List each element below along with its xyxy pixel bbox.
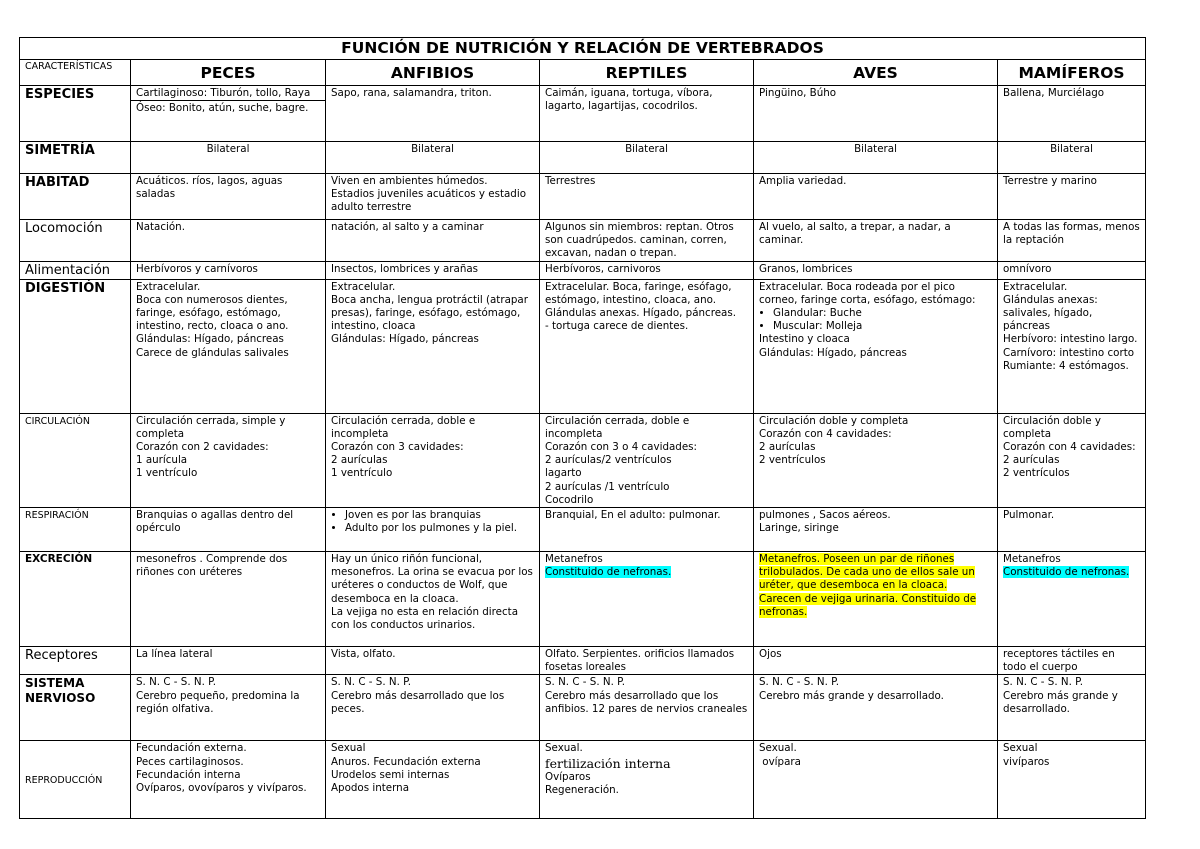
cell-line: S. N. C - S. N. P. [136,676,216,689]
cell-line: lagarto [545,467,582,480]
cell-line: pulmones , Sacos aéreos. [759,509,891,522]
cell-line: Laringe, siringe [759,522,839,535]
cell-mamiferos [998,279,1146,413]
column-header-aves: AVES [754,60,998,86]
row-label-locomocion: Locomoción [20,220,131,262]
cell-peces [131,741,326,819]
cell-mamiferos [998,675,1146,741]
cell-line: Extracelular. Boca rodeada por el pico corneo, faringe corta, esófago, estómago: [759,280,976,306]
row-label-excrecion: EXCRECIÓN [20,552,131,647]
cell-line: Fecundación interna [136,768,241,781]
table-row [20,647,1146,675]
cell-anfibios: Insectos, lombrices y arañas [326,261,540,279]
cell-line: Ovíparos, ovovíparos y vivíparos. [136,782,307,795]
list-item: • Adulto por los pulmones y la piel. [345,522,534,535]
row-label-habitat: HABITAD [20,174,131,220]
table-row [20,86,1146,142]
table-row [20,279,1146,413]
row-label-especies: ESPECIES [20,86,131,142]
characteristics-header: CARACTERÍSTICAS [20,60,131,86]
row-label-respiracion: RESPIRACIÓN [20,508,131,552]
cell-line: 2 aurículas [1003,454,1060,467]
cell-aves [754,675,998,741]
cell-line: Glándulas anexas: salivales, hígado, páncreas [1003,293,1098,333]
row-label-digestion: DIGESTIÓN [20,279,131,413]
cell-line: Circulación doble y completa [759,414,909,427]
cell-aves: Granos, lombrices [754,261,998,279]
cell-line: Carnívoro: intestino corto [1003,346,1135,359]
cell-aves: Pingüino, Búho [754,86,998,142]
cell-line: 2 ventrículos [759,454,826,467]
cell-line: Anuros. Fecundación externa [331,755,481,768]
cell-mamiferos [998,552,1146,647]
cell-line: Fecundación externa. [136,742,247,755]
cell-reptiles: Bilateral [540,142,754,174]
cell-line: Extracelular. Boca, faringe, esófago, estómago, intestino, cloaca, ano. Glándulas anexas. Hígado, páncreas. [545,280,737,320]
cell-line: 2 aurículas [759,441,816,454]
cell-mamiferos: receptores táctiles en todo el cuerpo [998,647,1146,675]
cell-anfibios: Bilateral [326,142,540,174]
cell-line: Circulación cerrada, doble e incompleta [545,414,690,440]
cell-mamiferos [998,413,1146,507]
cell-line: S. N. C - S. N. P. [331,676,411,689]
cell-mamiferos: omnívoro [998,261,1146,279]
cell-line: Rumiante: 4 estómagos. [1003,359,1129,372]
cell-aves: Amplia variedad. [754,174,998,220]
cell-line: Herbívoro: intestino largo. [1003,333,1138,346]
column-header-peces: PECES [131,60,326,86]
highlighted-text: Metanefros. Poseen un par de riñones trilobulados. De cada uno de ellos sale un uréter, que desemboca en la cloaca. Carecen de vejiga urinaria. Constituido de nefronas. [759,553,977,618]
cell-line: S. N. C - S. N. P. [759,676,839,689]
cell-subline: Óseo: Bonito, atún, suche, bagre. [131,100,325,115]
table-row [20,413,1146,507]
cell-reptiles [540,741,754,819]
cell-line: 2 aurículas [331,454,388,467]
cell-peces: La línea lateral [131,647,326,675]
cell-peces [131,675,326,741]
cell-peces: Herbívoros y carnívoros [131,261,326,279]
cell-aves [754,279,998,413]
cell-line: Boca con numerosos dientes, faringe, esófago, estómago, intestino, recto, cloaca o ano. [136,293,289,333]
cell-peces [131,413,326,507]
cell-line: 1 ventrículo [136,467,198,480]
cell-reptiles: Branquial, En el adulto: pulmonar. [540,508,754,552]
highlighted-text: Constituido de nefronas. [545,566,672,579]
cell-mamiferos: Bilateral [998,142,1146,174]
row-label-reproduccion: REPRODUCCIÓN [20,741,131,819]
cell-aves: Ojos [754,647,998,675]
cell-mamiferos: Pulmonar. [998,508,1146,552]
cell-line: Glándulas: Hígado, páncreas [759,346,907,359]
cell-peces: Branquias o agallas dentro del opérculo [131,508,326,552]
table-row [20,508,1146,552]
cell-aves [754,508,998,552]
cell-aves: Al vuelo, al salto, a trepar, a nadar, a caminar. [754,220,998,262]
cell-line: Extracelular. [331,280,396,293]
row-label-receptores: Receptores [20,647,131,675]
cell-line: Ovíparos [545,770,591,783]
cell-line: Sexual. [545,742,583,755]
cell-peces: Acuáticos. ríos, lagos, aguas saladas [131,174,326,220]
row-label-alimentacion: Alimentación [20,261,131,279]
cell-line: 1 aurícula [136,454,188,467]
vertebrates-table [19,37,1146,819]
cell-line: 2 ventrículos [1003,467,1070,480]
cell-line: Boca ancha, lengua protráctil (atrapar presas), faringe, esófago, estómago, intestino, cloaca [331,293,528,333]
cell-line: Viven en ambientes húmedos. [331,175,488,187]
cell-peces [131,279,326,413]
cell-line: La vejiga no esta en relación directa con los conductos urinarios. [331,605,519,632]
cell-reptiles [540,552,754,647]
cell-anfibios: Sapo, rana, salamandra, triton. [326,86,540,142]
cell-line: Sexual [1003,742,1038,755]
cell-line: Corazón con 4 cavidades: [1003,441,1136,454]
cell-mamiferos: Ballena, Murciélago [998,86,1146,142]
cell-line: Corazón con 4 cavidades: [759,427,892,440]
cell-peces: Natación. [131,220,326,262]
cell-mamiferos: Terrestre y marino [998,174,1146,220]
cell-anfibios [326,675,540,741]
cell-line: Cerebro más desarrollado que los peces. [331,689,505,715]
cell-line: Sexual. [759,742,797,755]
cell-anfibios [326,741,540,819]
cell-line: Glándulas: Hígado, páncreas [136,333,284,346]
list-item: • Muscular: Molleja [773,320,992,333]
cell-line: Estadios juveniles acuáticos y estadio adulto terrestre [331,188,527,214]
cell-line: Carece de glándulas salivales [136,346,289,359]
cell-line: Circulación cerrada, doble e incompleta [331,414,476,440]
cell-reptiles [540,675,754,741]
cell-mamiferos [998,741,1146,819]
cell-reptiles: Herbívoros, carnivoros [540,261,754,279]
stomach-list [759,307,992,333]
cell-line: Apodos interna [331,782,410,795]
cell-line: 1 ventrículo [331,467,393,480]
cell-anfibios [326,508,540,552]
cell-line: ovípara [759,755,801,768]
cell-anfibios [326,174,540,220]
cell-reptiles [540,279,754,413]
row-label-sistema-nervioso: SISTEMA NERVIOSO [20,675,131,741]
cell-line: 2 aurículas /1 ventrículo [545,480,670,493]
cell-line: 2 aurículas/2 ventrículos [545,454,672,467]
cell-aves [754,741,998,819]
cell-line: Urodelos semi internas [331,768,450,781]
cell-aves [754,552,998,647]
table-row [20,261,1146,279]
highlighted-text: Constituido de nefronas. [1003,566,1130,579]
table-row [20,220,1146,262]
cell-peces: Bilateral [131,142,326,174]
cell-line: Corazón con 3 cavidades: [331,441,464,454]
cell-line: Cerebro pequeño, predomina la región olfativa. [136,689,300,715]
table-row [20,552,1146,647]
cell-anfibios [326,279,540,413]
cell-line: Cerebro más grande y desarrollado. [759,689,944,702]
cell-line: - tortuga carece de dientes. [545,320,689,333]
cell-line: S. N. C - S. N. P. [1003,676,1083,689]
table-row [20,675,1146,741]
cell-line: Extracelular. [1003,280,1068,293]
cell-line: Cocodrilo [545,493,594,506]
cell-anfibios [326,552,540,647]
cell-line: vivíparos [1003,755,1050,768]
cell-line: Corazón con 2 cavidades: [136,441,269,454]
cell-line: Intestino y cloaca [759,333,850,346]
cell-anfibios: Vista, olfato. [326,647,540,675]
cell-subline: Cartilaginoso: Tiburón, tollo, Raya [136,87,311,99]
cell-anfibios: natación, al salto y a caminar [326,220,540,262]
column-header-reptiles: REPTILES [540,60,754,86]
row-label-circulacion: CIRCULACIÓN [20,413,131,507]
cell-line: Sexual [331,742,366,755]
cell-line: Circulación cerrada, simple y completa [136,414,286,440]
cell-line: Regeneración. [545,783,619,796]
cell-reptiles [540,413,754,507]
cell-peces: mesonefros . Comprende dos riñones con uréteres [131,552,326,647]
cell-line: Cerebro más desarrollado que los anfibios. 12 pares de nervios craneales [545,689,748,715]
table-title: FUNCIÓN DE NUTRICIÓN Y RELACIÓN DE VERTEBRADOS [20,38,1146,60]
cell-line: Peces cartilaginosos. [136,755,244,768]
cell-reptiles: Algunos sin miembros: reptan. Otros son cuadrúpedos. caminan, corren, excavan, nadan o trepan. [540,220,754,262]
list-item: • Joven es por las branquias [345,509,534,522]
cell-mamiferos: A todas las formas, menos la reptación [998,220,1146,262]
cell-aves [754,413,998,507]
cell-line: Corazón con 3 o 4 cavidades: [545,441,697,454]
cell-anfibios [326,413,540,507]
cell-line: Circulación doble y completa [1003,414,1101,440]
cell-line: Metanefros [1003,553,1061,566]
cell-reptiles: Olfato. Serpientes. orificios llamados fosetas loreales [540,647,754,675]
row-label-simetria: SIMETRÍA [20,142,131,174]
cell-reptiles: Caimán, iguana, tortuga, víbora, lagarto, lagartijas, cocodrilos. [540,86,754,142]
cell-line: fertilización interna [545,755,671,771]
table-row [20,174,1146,220]
cell-reptiles: Terrestres [540,174,754,220]
cell-line: Extracelular. [136,280,201,293]
cell-line: S. N. C - S. N. P. [545,676,625,689]
cell-line: Glándulas: Hígado, páncreas [331,333,479,346]
column-header-anfibios: ANFIBIOS [326,60,540,86]
cell-peces [131,86,326,142]
cell-line: Cerebro más grande y desarrollado. [1003,689,1118,715]
respiration-list [331,509,534,535]
list-item: • Glandular: Buche [773,307,992,320]
table-row [20,142,1146,174]
column-header-mamiferos: MAMÍFEROS [998,60,1146,86]
cell-line: Hay un único riñón funcional, mesonefros. La orina se evacua por los uréteres o conductos de Wolf, que desemboca en la cloaca. [331,553,533,605]
cell-aves: Bilateral [754,142,998,174]
cell-line: Metanefros [545,553,603,566]
table-row [20,741,1146,819]
